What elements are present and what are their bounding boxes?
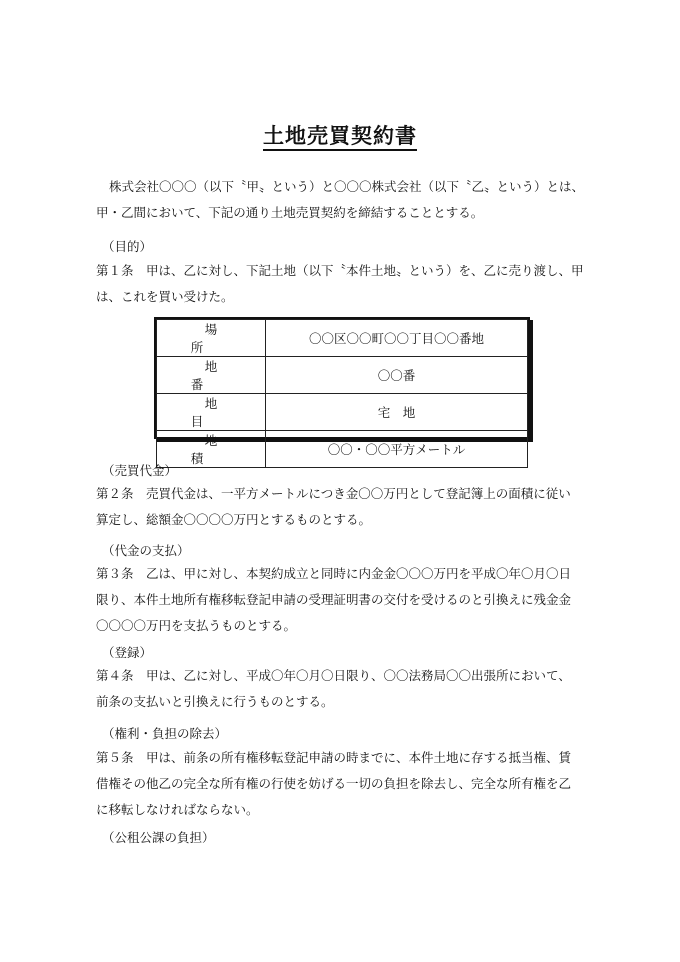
article-3-heading: （代金の支払）: [102, 543, 190, 558]
table-label-cell: 地番: [157, 357, 266, 394]
article-2-body: [96, 481, 596, 533]
article-4-heading: （登録）: [102, 645, 153, 660]
table-label-cell: 地積: [157, 431, 266, 468]
article-line: 第３条 乙は、甲に対し、本契約成立と同時に内金金〇〇〇万円を平成〇年〇月〇日: [96, 566, 572, 581]
table-row: [157, 431, 528, 468]
article-line: 〇〇〇〇万円を支払うものとする。: [96, 618, 297, 633]
table-label-cell: 場所: [157, 320, 266, 357]
article-line: 前条の支払いと引換えに行うものとする。: [96, 694, 334, 709]
table-value-cell: 〇〇番: [266, 357, 528, 394]
article-line: 第１条 甲は、乙に対し、下記土地（以下〝本件土地〟という）を、乙に売り渡し、甲: [96, 263, 584, 278]
table-value-cell: 〇〇区〇〇町〇〇丁目〇〇番地: [266, 320, 528, 357]
document-title: 土地売買契約書: [0, 120, 680, 150]
article-5-heading: （権利・負担の除去）: [102, 726, 228, 741]
intro-paragraph: [96, 174, 596, 226]
article-2-heading: （売買代金）: [102, 463, 178, 478]
article-1-body: [96, 258, 596, 310]
article-line: 第４条 甲は、乙に対し、平成〇年〇月〇日限り、〇〇法務局〇〇出張所において、: [96, 668, 571, 683]
land-details-table: [154, 317, 530, 466]
article-5-body: [96, 745, 596, 823]
article-6-heading: （公租公課の負担）: [102, 830, 215, 845]
article-line: 第５条 甲は、前条の所有権移転登記申請の時までに、本件土地に存する抵当権、賃: [96, 750, 572, 765]
intro-line: 株式会社〇〇〇（以下〝甲〟という）と〇〇〇株式会社（以下〝乙〟という）とは、: [109, 179, 585, 194]
article-line: 借権その他乙の完全な所有権の行使を妨げる一切の負担を除去し、完全な所有権を乙: [96, 776, 572, 791]
article-line: は、これを買い受けた。: [96, 289, 234, 304]
table-row: [157, 394, 528, 431]
intro-line: 甲・乙間において、下記の通り土地売買契約を締結することとする。: [96, 205, 484, 220]
table-value-cell: 〇〇・〇〇平方メートル: [266, 431, 528, 468]
table-row: [157, 357, 528, 394]
article-line: に移転しなければならない。: [96, 802, 259, 817]
table-label-cell: 地目: [157, 394, 266, 431]
table-row: [157, 320, 528, 357]
article-3-body: [96, 561, 596, 639]
article-line: 第２条 売買代金は、一平方メートルにつき金〇〇万円として登記簿上の面積に従い: [96, 486, 571, 501]
table-value-cell: 宅 地: [266, 394, 528, 431]
article-line: 算定し、総額金〇〇〇〇万円とするものとする。: [96, 512, 372, 527]
article-4-body: [96, 663, 596, 715]
article-1-heading: （目的）: [102, 239, 153, 254]
article-line: 限り、本件土地所有権移転登記申請の受理証明書の交付を受けるのと引換えに残金金: [96, 592, 572, 607]
